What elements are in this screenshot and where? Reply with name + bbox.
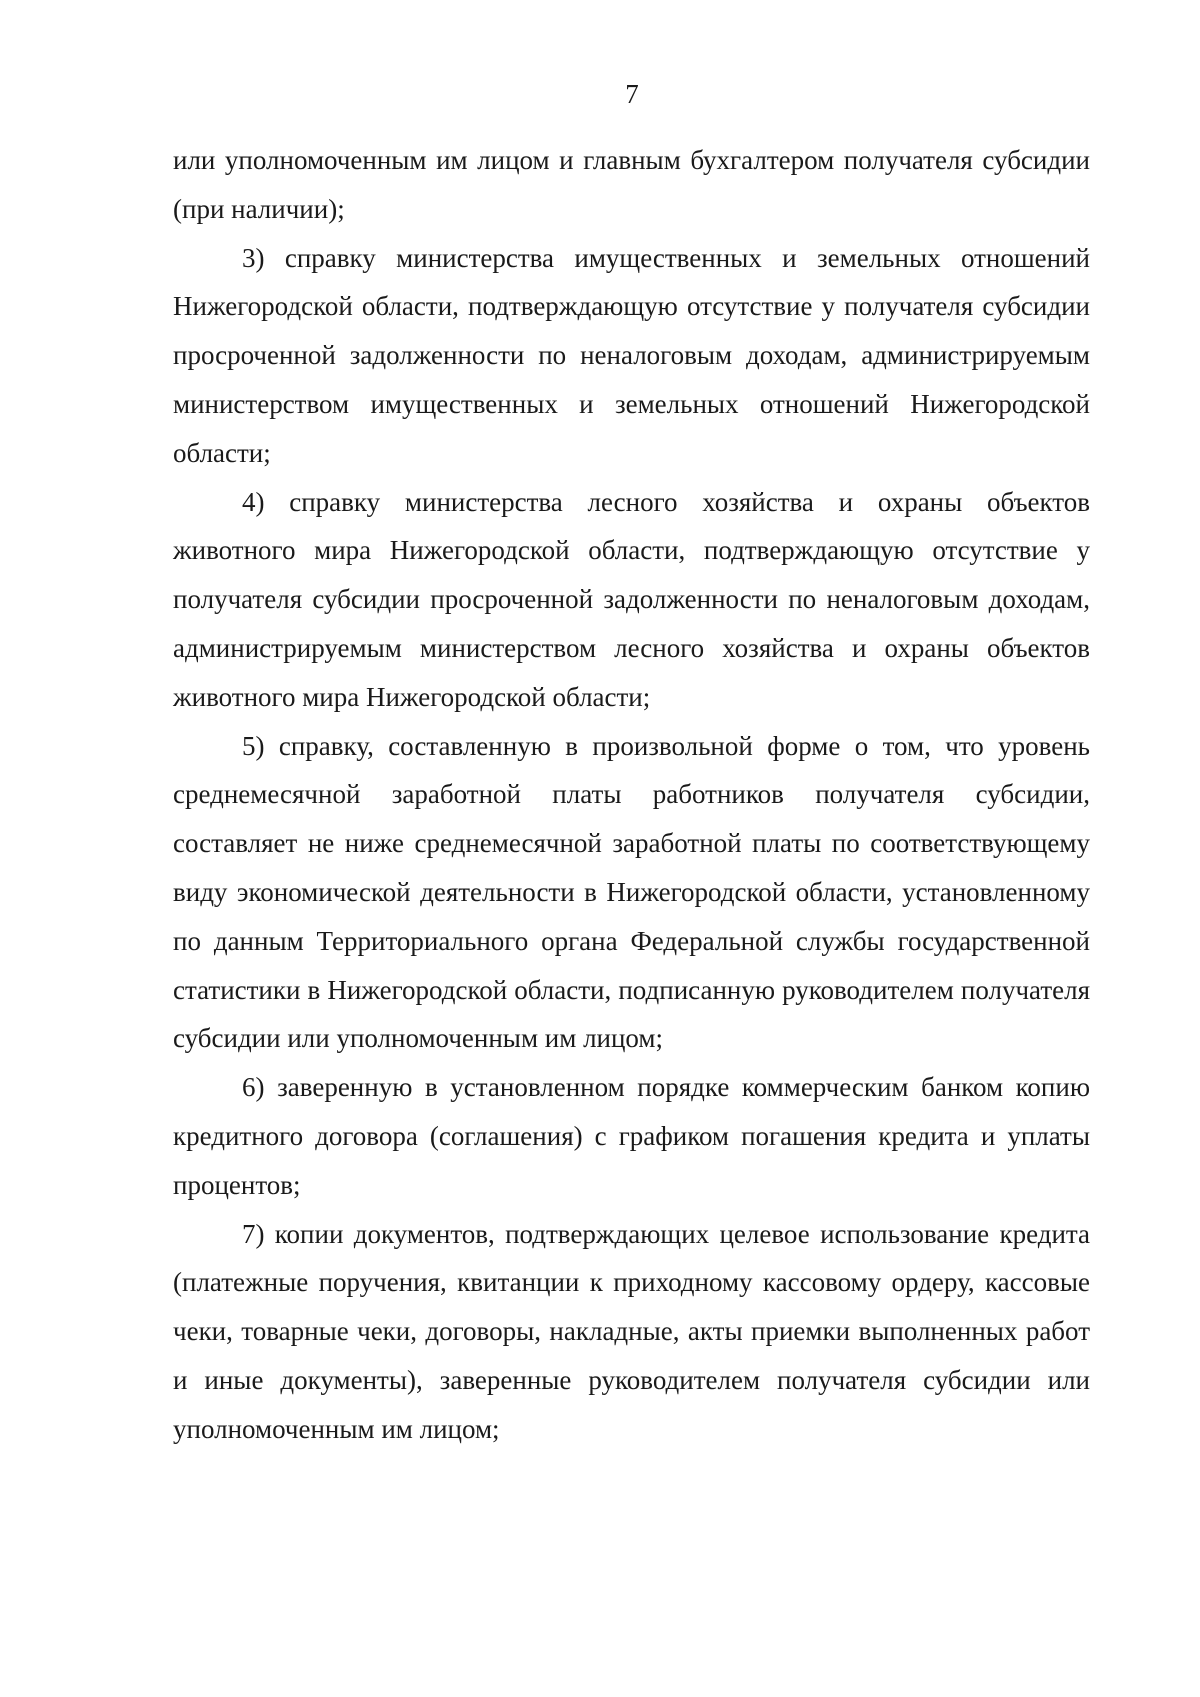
paragraph-item-3: 3) справку министерства имущественных и земельных отношений Нижегородской области, подтверждающую отсутствие у получателя субсидии просроченной задолженности по неналоговым доходам, администрируемым министерством имущественных и земельных отношений Нижегородской области; bbox=[173, 242, 1090, 468]
paragraph-item-7: 7) копии документов, подтверждающих целевое использование кредита (платежные поручения, квитанции к приходному кассовому ордеру, кассовые чеки, товарные чеки, договоры, накладные, акты приемки выполненных работ и иные документы), заверенные руководителем получателя субсидии или уполномоченным им лицом; bbox=[173, 1218, 1090, 1444]
paragraph-item-5: 5) справку, составленную в произвольной форме о том, что уровень среднемесячной заработной платы работников получателя субсидии, составляет не ниже среднемесячной заработной платы по соответствующему виду экономической деятельности в Нижегородской области, установленному по данным Территориального органа Федеральной службы государственной статистики в Нижегородской области, подписанную руководителем получателя субсидии или уполномоченным им лицом; bbox=[173, 730, 1090, 1054]
document-body bbox=[173, 136, 1090, 1454]
paragraph-item-4: 4) справку министерства лесного хозяйства и охраны объектов животного мира Нижегородской области, подтверждающую отсутствие у получателя субсидии просроченной задолженности по неналоговым доходам, администрируемым министерством лесного хозяйства и охраны объектов животного мира Нижегородской области; bbox=[173, 486, 1090, 712]
page-number: 7 bbox=[625, 79, 639, 109]
paragraph-continuation: или уполномоченным им лицом и главным бухгалтером получателя субсидии (при наличии); bbox=[173, 145, 1090, 224]
paragraph-item-6: 6) заверенную в установленном порядке коммерческим банком копию кредитного договора (соглашения) с графиком погашения кредита и уплаты процентов; bbox=[173, 1072, 1090, 1200]
